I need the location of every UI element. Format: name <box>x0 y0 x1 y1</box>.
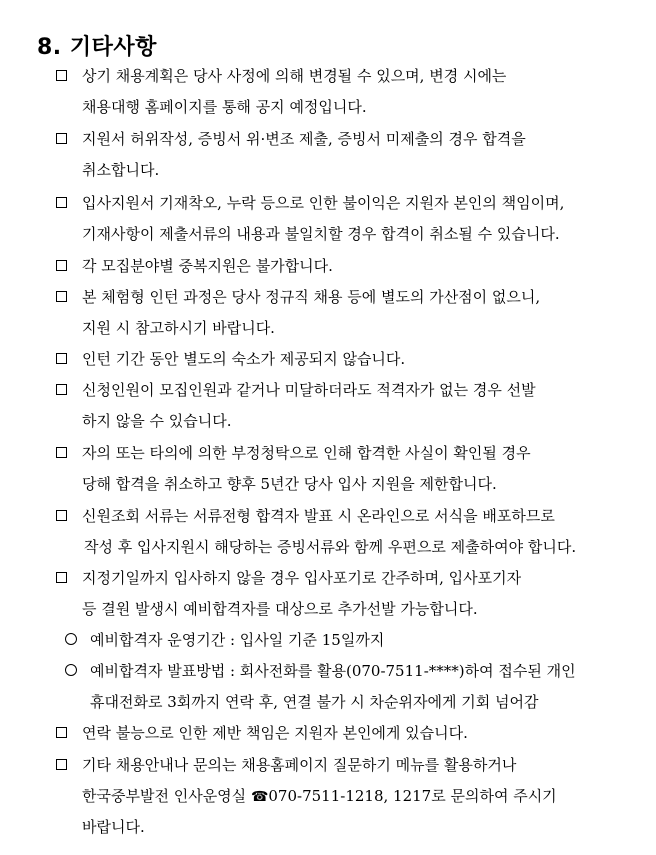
list-item <box>0 438 656 468</box>
list-item-continuation <box>0 92 656 122</box>
list-item-continuation <box>0 313 656 343</box>
sub-list-item <box>0 625 656 655</box>
list-item-text: 하지 않을 수 있습니다. <box>82 412 232 430</box>
list-item-text: 신청인원이 모집인원과 같거나 미달하더라도 적격자가 없는 경우 선발 <box>82 381 536 399</box>
checkbox-square-icon <box>56 384 67 395</box>
list-item-text: 입사지원서 기재착오, 누락 등으로 인한 불이익은 지원자 본인의 책임이며, <box>82 194 565 212</box>
checkbox-square-icon <box>56 70 67 81</box>
checkbox-square-icon <box>56 447 67 458</box>
list-item <box>0 61 656 91</box>
list-item-text: 기타 채용안내나 문의는 채용홈페이지 질문하기 메뉴를 활용하거나 <box>82 756 517 774</box>
list-item <box>0 282 656 312</box>
list-item <box>0 750 656 780</box>
phone-icon: ☎ <box>250 789 269 805</box>
checkbox-square-icon <box>56 197 67 208</box>
checkbox-square-icon <box>56 727 67 738</box>
sub-list-item <box>0 656 656 686</box>
sub-list-item-continuation <box>0 687 656 717</box>
list-item-text: 신원조회 서류는 서류전형 합격자 발표 시 온라인으로 서식을 배포하므로 <box>82 507 555 525</box>
checkbox-square-icon <box>56 353 67 364</box>
list-item-continuation <box>0 594 656 624</box>
list-item-text: 본 체험형 인턴 과정은 당사 정규직 채용 등에 별도의 가산점이 없으니, <box>82 288 541 306</box>
list-item-continuation <box>0 469 656 499</box>
list-item-text: 자의 또는 타의에 의한 부정청탁으로 인해 합격한 사실이 확인될 경우 <box>82 444 531 462</box>
list-item <box>0 501 656 531</box>
checkbox-square-icon <box>56 572 67 583</box>
list-item <box>0 188 656 218</box>
list-item <box>0 563 656 593</box>
sub-list-item-text: 휴대전화로 3회까지 연락 후, 연결 불가 시 차순위자에게 기회 넘어감 <box>90 693 539 711</box>
checkbox-square-icon <box>56 133 67 144</box>
list-item <box>0 124 656 154</box>
checkbox-square-icon <box>56 260 67 271</box>
section-title: 8. 기타사항 <box>37 35 157 60</box>
sub-list-item-text: 예비합격자 발표방법 : 회사전화를 활용(070-7511-****)하여 접수된 개인 <box>90 662 576 680</box>
list-item-continuation <box>0 155 656 185</box>
list-item <box>0 718 656 748</box>
list-item-text: 지원서 허위작성, 증빙서 위·변조 제출, 증빙서 미제출의 경우 합격을 <box>82 130 526 148</box>
list-item <box>0 251 656 281</box>
list-item-text: 취소합니다. <box>82 161 160 179</box>
contact-line <box>82 781 557 812</box>
list-item-continuation <box>0 406 656 436</box>
checkbox-square-icon <box>56 510 67 521</box>
list-item-text: 인턴 기간 동안 별도의 숙소가 제공되지 않습니다. <box>82 350 406 368</box>
list-item <box>0 344 656 374</box>
contact-dept: 한국중부발전 인사운영실 <box>82 787 251 805</box>
circle-bullet-icon <box>65 664 77 676</box>
list-item-text: 작성 후 입사지원시 해당하는 증빙서류와 함께 우편으로 제출하여야 합니다. <box>84 538 577 556</box>
list-item-text: 상기 채용계획은 당사 사정에 의해 변경될 수 있으며, 변경 시에는 <box>82 67 507 85</box>
list-item-text: 지원 시 참고하시기 바랍니다. <box>82 319 275 337</box>
list-item-text: 각 모집분야별 중복지원은 불가합니다. <box>82 257 333 275</box>
contact-phone: 070-7511-1218, 1217로 문의하여 주시기 <box>268 787 557 805</box>
list-item-text: 등 결원 발생시 예비합격자를 대상으로 추가선발 가능합니다. <box>82 600 478 618</box>
list-item-text: 연락 불능으로 인한 제반 책임은 지원자 본인에게 있습니다. <box>82 724 468 742</box>
list-item <box>0 375 656 405</box>
checkbox-square-icon <box>56 291 67 302</box>
checkbox-square-icon <box>56 759 67 770</box>
list-item-continuation <box>0 781 656 811</box>
list-item-text: 기재사항이 제출서류의 내용과 불일치할 경우 합격이 취소될 수 있습니다. <box>82 225 560 243</box>
list-item-continuation <box>0 532 656 562</box>
list-item-continuation <box>0 812 656 842</box>
circle-bullet-icon <box>65 633 77 645</box>
list-item-text: 당해 합격을 취소하고 향후 5년간 당사 입사 지원을 제한합니다. <box>82 475 497 493</box>
list-item-continuation <box>0 219 656 249</box>
list-item-text: 바랍니다. <box>82 818 145 836</box>
list-item-text: 채용대행 홈페이지를 통해 공지 예정입니다. <box>82 98 367 116</box>
list-item-text: 지정기일까지 입사하지 않을 경우 입사포기로 간주하며, 입사포기자 <box>82 569 522 587</box>
sub-list-item-text: 예비합격자 운영기간 : 입사일 기준 15일까지 <box>90 631 385 649</box>
